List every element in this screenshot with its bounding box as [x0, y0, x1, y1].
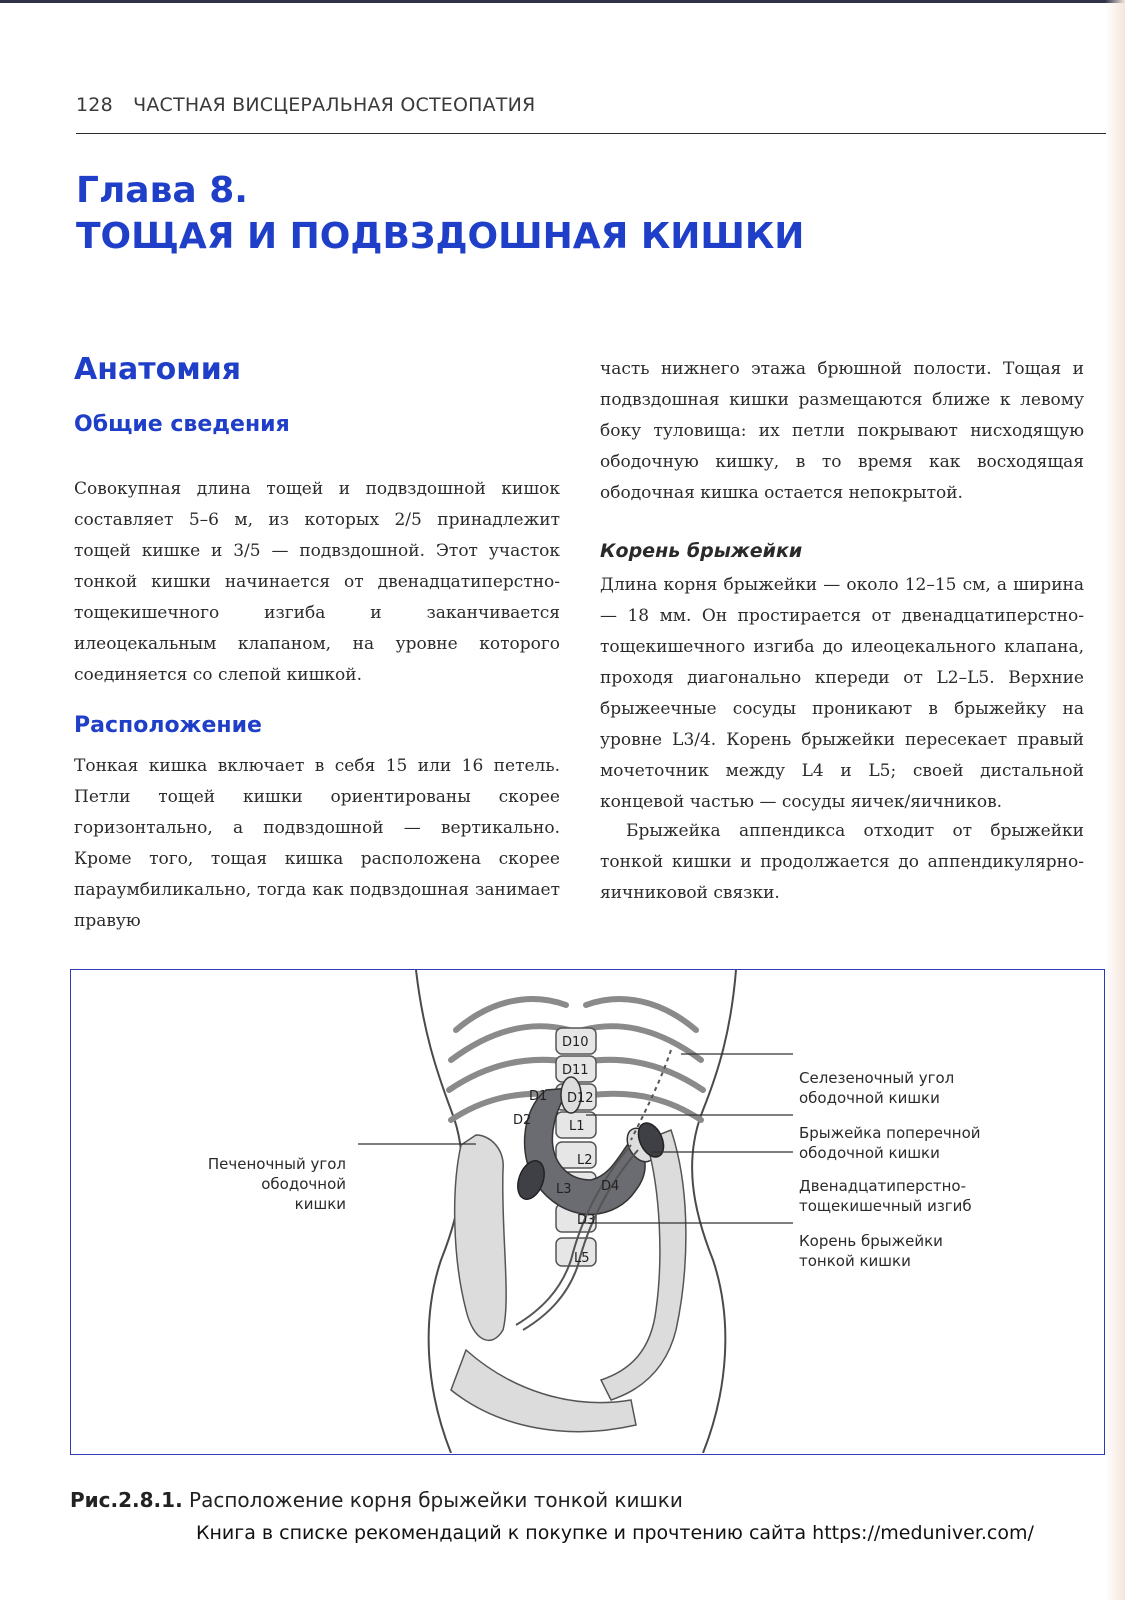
subheading-mesentery-root: Корень брыжейки — [600, 540, 803, 562]
vertebra-label: D10 — [562, 1035, 589, 1050]
callout-splenic-flexure — [799, 1068, 954, 1108]
vertebra-label: D11 — [562, 1063, 589, 1078]
caption-number: Рис.2.8.1. — [70, 1488, 183, 1512]
vertebra-label: L5 — [574, 1251, 590, 1266]
vertebra-label: L3 — [556, 1182, 572, 1197]
paragraph-mesentery-root: Длина корня брыжейки — около 12–15 см, а ширина — 18 мм. Он простирается от двенадцатиперстно-тощекишечного изгиба до илеоцекального клапана, проходя диагонально кпереди от L2–L5. Верхние брыжеечные сосуды проникают в брыжейку на уровне L3/4. Корень брыжейки пересекает правый мочеточник между L4 и L5; своей дистальной концевой частью — сосуды яичек/яичников. — [600, 575, 1084, 812]
callout-splenic-line2: ободочной кишки — [799, 1089, 940, 1107]
running-title: ЧАСТНАЯ ВИСЦЕРАЛЬНАЯ ОСТЕОПАТИЯ — [133, 94, 536, 116]
caption-text: Расположение корня брыжейки тонкой кишки — [182, 1488, 683, 1512]
paragraph-location: Тонкая кишка включает в себя 15 или 16 петель. Петли тощей кишки ориентированы скорее горизонтально, а подвздошной — вертикально. Кроме того, тощая кишка расположена скорее параумбиликально, тогда как подвздошная занимает правую — [74, 756, 560, 931]
figure-frame — [70, 969, 1105, 1455]
running-header — [76, 94, 535, 116]
callout-duodenojejunal-flexure — [799, 1176, 972, 1216]
page-top-edge — [0, 0, 1125, 3]
vertebra-label: D12 — [567, 1091, 594, 1106]
callout-flexure-line1: Двенадцатиперстно- — [799, 1177, 966, 1195]
callout-transverse-line2: ободочной кишки — [799, 1144, 940, 1162]
callout-root-line1: Корень брыжейки — [799, 1232, 943, 1250]
section-heading-anatomy: Анатомия — [74, 352, 241, 387]
figure-caption — [70, 1488, 683, 1512]
duodenum-label: D2 — [513, 1113, 532, 1128]
paragraph-general: Совокупная длина тощей и подвздошной кишок составляет 5–6 м, из которых 2/5 принадлежит тощей кишке и 3/5 — подвздошной. Этот участок тонкой кишки начинается от двенадцатиперстно-тощекишечного изгиба и заканчивается илеоцекальным клапаном, на уровне которого соединяется со слепой кишкой. — [74, 479, 560, 685]
duodenum-label: D3 — [577, 1213, 596, 1228]
chapter-name: ТОЩАЯ И ПОДВЗДОШНАЯ КИШКИ — [76, 216, 805, 257]
page-number: 128 — [76, 94, 113, 116]
callout-root-line2: тонкой кишки — [799, 1252, 911, 1270]
paragraph-location-continued: часть нижнего этажа брюшной полости. Тощая и подвздошная кишки размещаются ближе к левому боку туловища: их петли покрывают нисходящую ободочную кишку, в то время как восходящая ободочная кишка остается непокрытой. — [600, 359, 1084, 503]
callout-hepatic-line2: ободочной кишки — [261, 1175, 346, 1213]
chapter-title — [76, 168, 804, 260]
vertebra-label: L2 — [577, 1153, 593, 1168]
footer-note: Книга в списке рекомендаций к покупке и прочтению сайта https://meduniver.com/ — [196, 1522, 1034, 1544]
duodenum-label: D1 — [529, 1089, 548, 1104]
chapter-number: Глава 8. — [76, 170, 248, 211]
vertebra-label: L1 — [569, 1119, 585, 1134]
header-rule — [76, 133, 1106, 134]
duodenum-label: D4 — [601, 1179, 620, 1194]
paragraph-appendix: Брыжейка аппендикса отходит от брыжейки тонкой кишки и продолжается до аппендикулярно-яичниковой связки. — [600, 821, 1084, 903]
callout-mesentery-root — [799, 1231, 943, 1271]
callout-transverse-line1: Брыжейка поперечной — [799, 1124, 981, 1142]
callout-flexure-line2: тощекишечный изгиб — [799, 1197, 972, 1215]
callout-hepatic-flexure — [206, 1154, 346, 1214]
callout-transverse-mesocolon — [799, 1123, 981, 1163]
page-binding-shadow — [1105, 0, 1125, 1600]
callout-hepatic-line1: Печеночный угол — [207, 1155, 346, 1173]
callout-splenic-line1: Селезеночный угол — [799, 1069, 955, 1087]
subheading-location: Расположение — [74, 713, 262, 738]
subheading-general: Общие сведения — [74, 412, 290, 437]
